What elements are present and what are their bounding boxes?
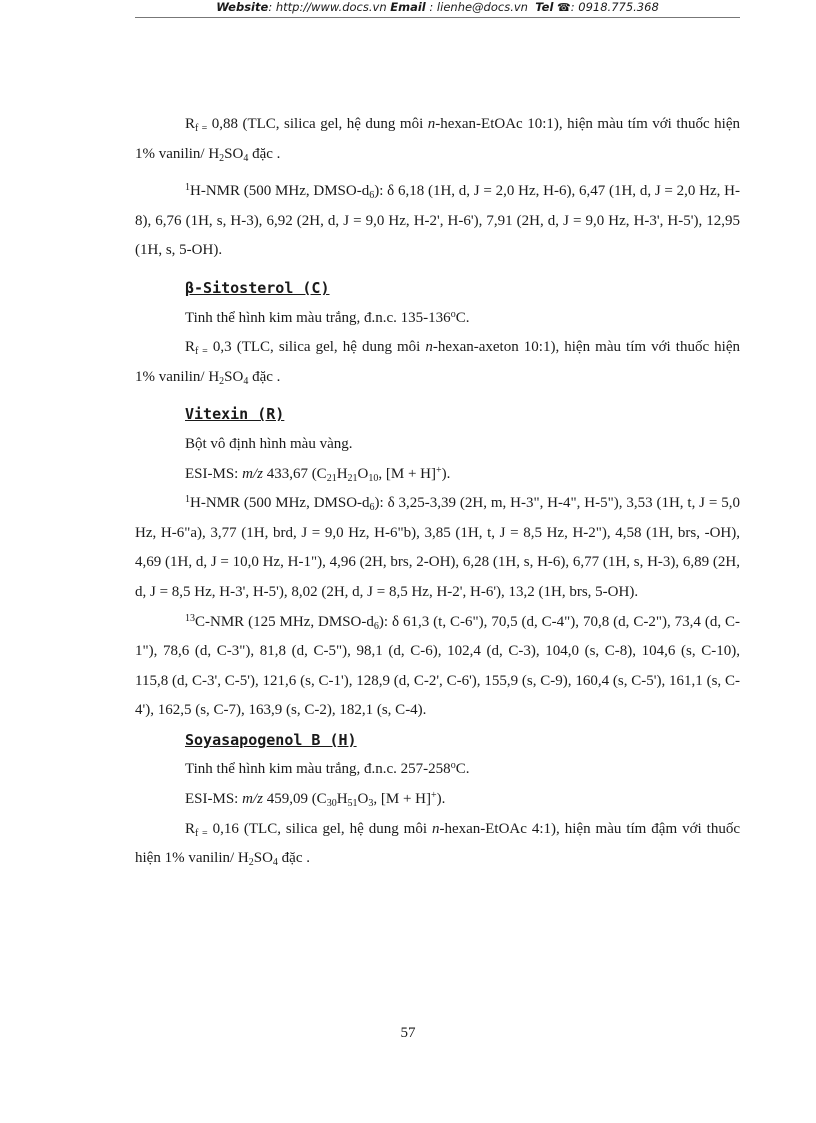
- crystal-text: Tinh thể hình kim màu trắng, đ.n.c. 257-258: [185, 761, 451, 778]
- vitexin-esi-ms: [135, 460, 740, 490]
- rf-text-b: -hexan-EtOAc 4:1), hiện màu tím đậm với thuốc hiện 1% vanilin/ H: [135, 820, 740, 867]
- italic-n: n: [425, 339, 433, 356]
- formula-sub: 51: [347, 798, 358, 810]
- formula-sub: 30: [326, 798, 337, 810]
- vitexin-powder: Bột vô định hình màu vàng.: [185, 435, 353, 452]
- so-text: SO: [253, 850, 273, 867]
- subscript-6: 6: [369, 502, 375, 514]
- formula-sub: 3: [368, 798, 374, 810]
- subscript-4: 4: [243, 375, 249, 387]
- rf-text-b: -hexan-EtOAc 10:1), hiện màu tím với thuốc hiện 1% vanilin/ H: [135, 116, 740, 162]
- hnmr-text-b: ): δ 6,18 (1H, d, J = 2,0 Hz, H-6), 6,47 (1H, d, J = 2,0 Hz, H-8), 6,76 (1H, s, H-3), 6,92 (2H, d, J = 9,0 Hz, H-2', H-6'), 7,91 (2H, d, J = 9,0 Hz, H-3', H-5'), 12,95 (1H, s, 5-OH).: [135, 183, 740, 259]
- rf-text-a: 0,88 (TLC, silica gel, hệ dung môi: [211, 116, 428, 132]
- esi-value: 433,67 (C: [262, 465, 327, 482]
- rf-subscript: f =: [195, 827, 208, 839]
- superscript-13: 13: [185, 612, 195, 624]
- rf-symbol: R: [185, 820, 196, 837]
- tel-label: Tel: [535, 0, 554, 14]
- esi-end: ).: [441, 465, 451, 482]
- soyasapogenol-heading: Soyasapogenol B (H): [185, 730, 357, 749]
- page-header: [135, 0, 740, 18]
- website-value[interactable]: : http://www.docs.vn: [268, 0, 387, 14]
- vitexin-hnmr: [135, 489, 740, 607]
- cnmr-text-b: ): δ 61,3 (t, C-6"), 70,5 (d, C-4"), 70,8 (d, C-2"), 73,4 (d, C-1"), 78,6 (d, C-3"), 81,8 (d, C-5"), 98,1 (d, C-6), 102,4 (d, C-3), 104,0 (s, C-8), 104,6 (s, C-10), 115,8 (d, C-3', C-5'), 121,6 (s, C-1'), 128,9 (d, C-2', C-6'), 155,9 (s, C-9), 160,4 (s, C-5'), 161,1 (s, C-4'), 162,5 (s, C-7), 163,9 (s, C-2), 182,1 (s, C-4).: [135, 613, 740, 719]
- vitexin-cnmr: [135, 608, 740, 726]
- email-label: Email: [390, 0, 426, 14]
- rf-paragraph-1: [135, 110, 740, 169]
- rf-end: đặc .: [277, 850, 310, 867]
- formula-h: H: [336, 465, 348, 482]
- hnmr-text-a: H-NMR (500 MHz, DMSO-d: [190, 495, 370, 512]
- subscript-4: 4: [272, 857, 278, 869]
- superscript-1: 1: [185, 182, 190, 194]
- email-value[interactable]: : lienhe@docs.vn: [429, 0, 528, 14]
- formula-sub: 21: [326, 472, 337, 484]
- subscript-2: 2: [248, 857, 254, 869]
- formula-o: O: [357, 791, 369, 808]
- rf-paragraph-3: [135, 815, 740, 874]
- plus-sup: +: [431, 790, 437, 802]
- hnmr-text-a: H-NMR (500 MHz, DMSO-d: [190, 183, 370, 200]
- mz-label: m/z: [242, 465, 263, 482]
- sitosterol-heading: β-Sitosterol (C): [185, 278, 330, 297]
- sitosterol-crystal: [135, 304, 740, 334]
- vitexin-heading: Vitexin (R): [185, 405, 285, 424]
- rf-text-a: 0,16 (TLC, silica gel, hệ dung môi: [212, 820, 432, 837]
- cnmr-text-a: C-NMR (125 MHz, DMSO-d: [195, 613, 374, 630]
- hnmr-paragraph-1: [135, 177, 740, 266]
- so-text: SO: [224, 145, 244, 162]
- telephone-icon: ☎: [557, 1, 571, 14]
- italic-n: n: [427, 116, 436, 132]
- rf-text-b: -hexan-axeton 10:1), hiện màu tím với thuốc hiện 1% vanilin/ H: [135, 339, 740, 385]
- degree-sign: o: [450, 760, 456, 772]
- hnmr-text-b: ): δ 3,25-3,39 (2H, m, H-3", H-4", H-5"), 3,53 (1H, t, J = 5,0 Hz, H-6"a), 3,77 (1H, brd, J = 9,0 Hz, H-6"b), 3,85 (1H, t, J = 8,5 Hz, H-2"), 4,58 (1H, brs, -OH), 4,69 (1H, d, J = 10,0 Hz, H-1"), 4,96 (2H, brs, 2-OH), 6,28 (1H, s, H-6), 6,77 (1H, s, H-3), 6,89 (2H, d, J = 8,5 Hz, H-3', H-5'), 8,02 (2H, d, J = 8,5 Hz, H-2', H-6'), 13,2 (1H, brs, 5-OH).: [135, 495, 740, 600]
- subscript-2: 2: [219, 152, 225, 164]
- website-label: Website: [216, 0, 269, 14]
- esi-label: ESI-MS:: [185, 791, 243, 808]
- rf-paragraph-2: [135, 333, 740, 392]
- formula-o: O: [357, 465, 369, 482]
- page-number: 57: [400, 1025, 416, 1041]
- plus-sup: +: [436, 464, 442, 476]
- esi-ion: , [M + H]: [378, 465, 436, 482]
- soyasapogenol-crystal: [135, 755, 740, 785]
- esi-label: ESI-MS:: [185, 465, 243, 482]
- rf-subscript: f =: [195, 123, 208, 134]
- crystal-text: Tinh thể hình kim màu trắng, đ.n.c. 135-136: [185, 309, 451, 326]
- soyasapogenol-esi-ms: [135, 785, 740, 815]
- esi-end: ).: [436, 791, 446, 808]
- superscript-1: 1: [185, 494, 190, 506]
- italic-n: n: [431, 820, 440, 837]
- rf-text-a: 0,3 (TLC, silica gel, hệ dung môi: [212, 339, 426, 356]
- mz-label: m/z: [242, 791, 263, 808]
- rf-subscript: f =: [195, 346, 208, 358]
- tel-value: : 0918.775.368: [570, 0, 659, 14]
- subscript-6: 6: [373, 620, 379, 632]
- degree-sign: o: [450, 308, 456, 320]
- formula-sub: 21: [347, 472, 358, 484]
- subscript-6: 6: [369, 190, 375, 202]
- esi-ion: , [M + H]: [373, 791, 431, 808]
- so-text: SO: [224, 368, 244, 385]
- rf-end: đặc .: [248, 145, 281, 162]
- celsius-c: C.: [455, 309, 470, 326]
- document-body: [135, 110, 740, 874]
- subscript-4: 4: [243, 152, 249, 164]
- celsius-c: C.: [455, 761, 470, 778]
- esi-value: 459,09 (C: [262, 791, 327, 808]
- rf-end: đặc .: [248, 368, 281, 385]
- rf-symbol: R: [185, 116, 196, 132]
- subscript-2: 2: [219, 375, 225, 387]
- formula-h: H: [336, 791, 348, 808]
- rf-symbol: R: [185, 339, 196, 356]
- formula-sub: 10: [368, 472, 379, 484]
